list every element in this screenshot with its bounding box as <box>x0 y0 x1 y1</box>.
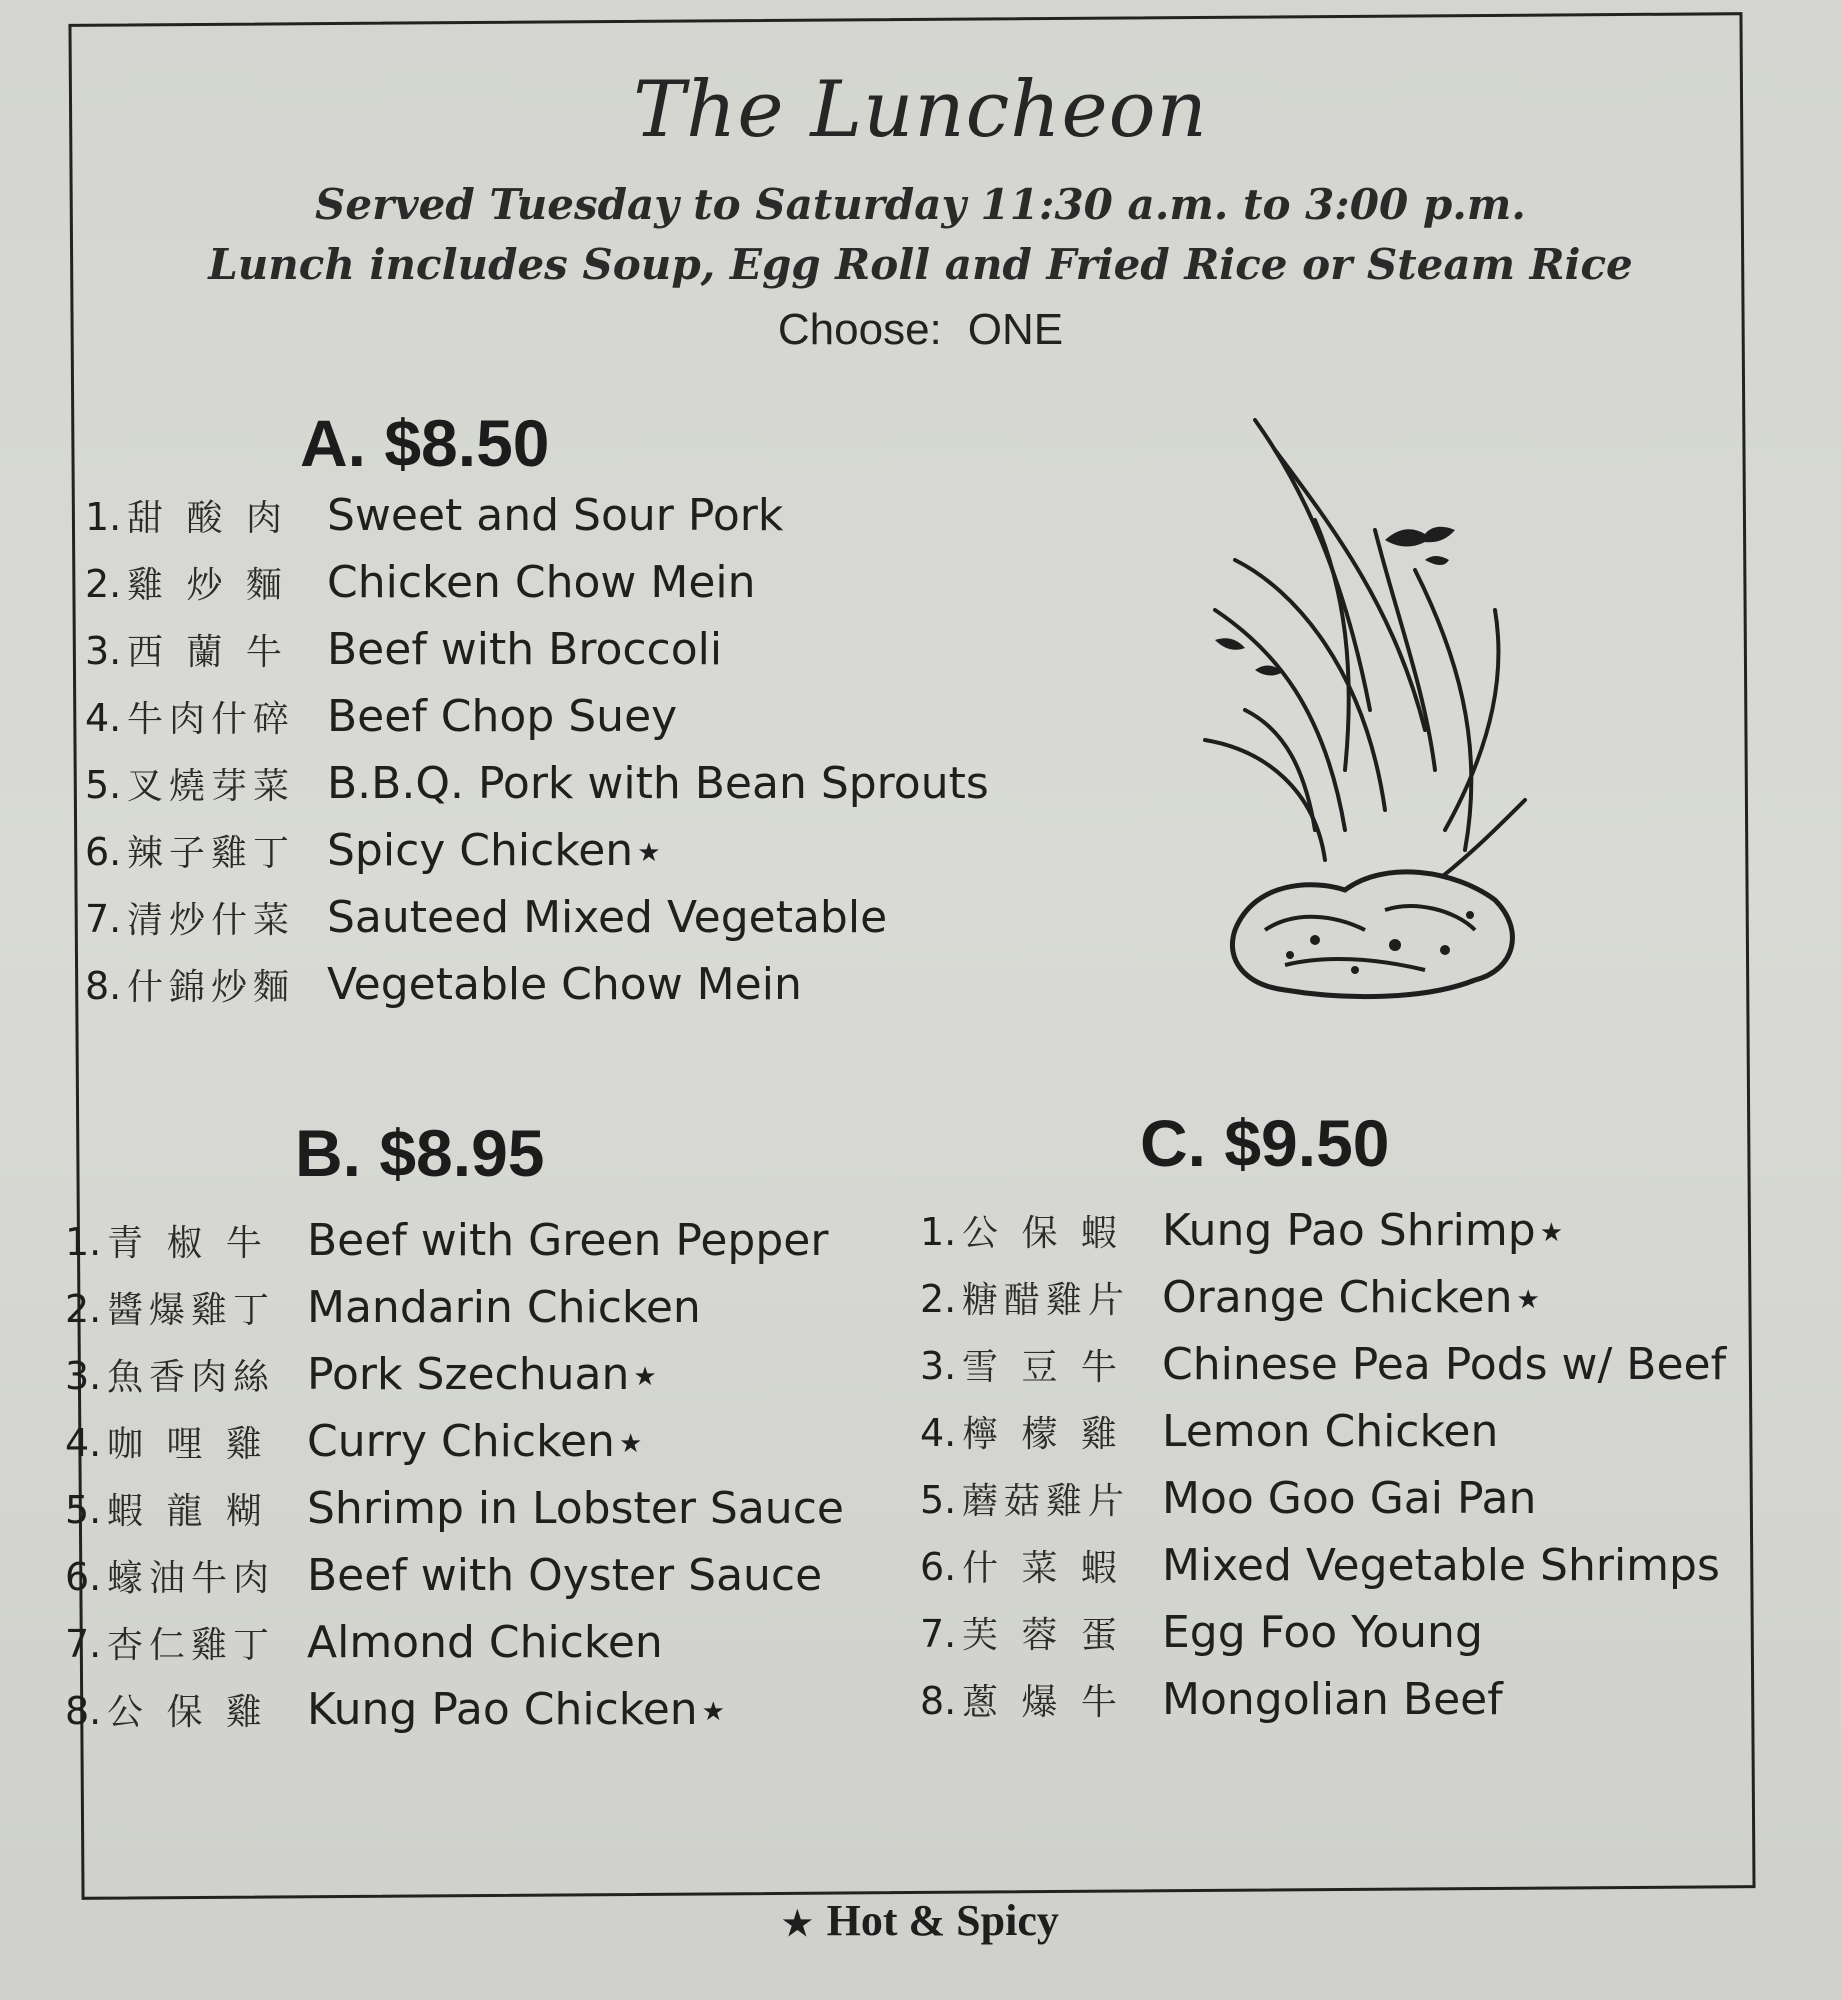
menu-item <box>920 1473 1730 1540</box>
item-chinese-name: 什 菜 蝦 <box>962 1548 1123 1589</box>
hot-spicy-star-icon: ★ <box>618 1429 643 1459</box>
item-chinese-name: 蠔油牛肉 <box>107 1558 276 1599</box>
item-chinese-name: 雞 炒 麵 <box>127 565 288 606</box>
hot-spicy-legend <box>0 1895 1841 1946</box>
item-chinese-name: 什錦炒麵 <box>127 967 296 1008</box>
item-chinese-name: 西 蘭 牛 <box>127 632 288 673</box>
menu-item <box>920 1205 1730 1272</box>
item-number: 7. <box>85 897 122 941</box>
item-english-name: Moo Goo Gai Pan <box>1162 1473 1537 1524</box>
item-chinese-name: 魚香肉絲 <box>107 1357 276 1398</box>
item-number: 8. <box>65 1689 102 1733</box>
item-number: 1. <box>85 495 122 539</box>
menu-item <box>85 624 993 691</box>
choose-line <box>0 305 1841 355</box>
menu-item <box>85 892 993 959</box>
section-a-heading: A. $8.50 <box>300 406 550 480</box>
item-chinese-name: 辣子雞丁 <box>127 833 296 874</box>
item-number: 4. <box>65 1421 102 1465</box>
item-number: 3. <box>85 629 122 673</box>
item-number: 6. <box>65 1555 102 1599</box>
item-number: 6. <box>85 830 122 874</box>
hot-spicy-star-icon: ★ <box>1516 1285 1540 1315</box>
item-english-name: Vegetable Chow Mein <box>327 959 802 1010</box>
menu-item <box>85 825 993 892</box>
menu-item <box>65 1215 848 1282</box>
menu-item <box>65 1416 848 1483</box>
item-number: 5. <box>65 1488 102 1532</box>
item-english-name: Pork Szechuan <box>307 1349 630 1400</box>
choose-label: Choose: <box>777 305 942 354</box>
item-english-name: Almond Chicken <box>307 1617 663 1668</box>
menu-title: The Luncheon <box>633 65 1208 155</box>
item-number: 5. <box>920 1478 957 1522</box>
item-chinese-name: 公 保 雞 <box>107 1692 268 1733</box>
menu-item <box>920 1607 1730 1674</box>
section-c-heading: C. $9.50 <box>1140 1106 1390 1180</box>
item-chinese-name: 糖醋雞片 <box>962 1280 1131 1321</box>
menu-item <box>920 1540 1730 1607</box>
item-number: 8. <box>920 1679 957 1723</box>
menu-item <box>85 691 993 758</box>
item-chinese-name: 清炒什菜 <box>127 900 296 941</box>
section-c-list <box>920 1205 1730 1741</box>
section-b-list <box>65 1215 848 1751</box>
hot-spicy-label: Hot & Spicy <box>826 1896 1059 1945</box>
menu-item <box>920 1339 1730 1406</box>
item-number: 2. <box>85 562 122 606</box>
item-chinese-name: 甜 酸 肉 <box>127 498 288 539</box>
item-english-name: Sweet and Sour Pork <box>327 490 784 541</box>
item-chinese-name: 公 保 蝦 <box>962 1213 1123 1254</box>
item-chinese-name: 杏仁雞丁 <box>107 1625 276 1666</box>
item-chinese-name: 咖 哩 雞 <box>107 1424 268 1465</box>
hot-spicy-star-icon: ★ <box>637 838 661 868</box>
item-chinese-name: 檸 檬 雞 <box>962 1414 1123 1455</box>
menu-item <box>85 557 993 624</box>
item-chinese-name: 蘑菇雞片 <box>962 1481 1131 1522</box>
item-english-name: Shrimp in Lobster Sauce <box>307 1483 844 1534</box>
item-number: 8. <box>85 964 122 1008</box>
item-english-name: B.B.Q. Pork with Bean Sprouts <box>327 758 989 809</box>
item-chinese-name: 芙 蓉 蛋 <box>962 1615 1123 1656</box>
menu-item <box>65 1684 848 1751</box>
item-chinese-name: 蔥 爆 牛 <box>962 1682 1123 1723</box>
item-english-name: Spicy Chicken <box>327 825 634 876</box>
item-english-name: Kung Pao Shrimp <box>1162 1205 1536 1256</box>
item-number: 1. <box>920 1210 957 1254</box>
menu-item <box>65 1550 848 1617</box>
hot-spicy-star-icon: ★ <box>701 1697 725 1727</box>
item-number: 2. <box>920 1277 957 1321</box>
item-english-name: Sauteed Mixed Vegetable <box>327 892 888 943</box>
menu-item <box>65 1349 848 1416</box>
lunch-includes: Lunch includes Soup, Egg Roll and Fried Rice or Steam Rice <box>208 240 1633 289</box>
item-english-name: Chinese Pea Pods w/ Beef <box>1162 1339 1727 1390</box>
item-number: 4. <box>85 696 122 740</box>
service-hours: Served Tuesday to Saturday 11:30 a.m. to 3:00 p.m. <box>315 180 1526 229</box>
menu-item <box>65 1617 848 1684</box>
menu-item <box>65 1282 848 1349</box>
hot-spicy-star-icon: ★ <box>1539 1218 1564 1248</box>
section-b-heading: B. $8.95 <box>295 1116 545 1190</box>
hot-spicy-star-icon: ★ <box>633 1362 657 1392</box>
section-a-list <box>85 490 993 1026</box>
star-icon: ★ <box>782 1906 813 1943</box>
menu-item <box>85 490 993 557</box>
item-english-name: Egg Foo Young <box>1162 1607 1483 1658</box>
item-number: 7. <box>920 1612 957 1656</box>
choose-value: ONE <box>967 305 1064 354</box>
item-english-name: Lemon Chicken <box>1162 1406 1499 1457</box>
item-chinese-name: 牛肉什碎 <box>127 699 296 740</box>
item-chinese-name: 雪 豆 牛 <box>962 1347 1123 1388</box>
item-english-name: Orange Chicken <box>1162 1272 1513 1323</box>
menu-item <box>920 1674 1730 1741</box>
item-english-name: Chicken Chow Mein <box>327 557 756 608</box>
item-chinese-name: 蝦 龍 糊 <box>107 1491 268 1532</box>
item-english-name: Mongolian Beef <box>1162 1674 1503 1725</box>
item-chinese-name: 青 椒 牛 <box>107 1223 268 1264</box>
item-english-name: Beef with Oyster Sauce <box>307 1550 823 1601</box>
menu-item <box>920 1272 1730 1339</box>
item-english-name: Beef with Broccoli <box>327 624 723 675</box>
orchid-illustration-icon <box>1195 410 1555 1030</box>
item-number: 3. <box>920 1344 957 1388</box>
item-number: 4. <box>920 1411 957 1455</box>
item-chinese-name: 醬爆雞丁 <box>107 1290 276 1331</box>
item-english-name: Mandarin Chicken <box>307 1282 701 1333</box>
item-number: 7. <box>65 1622 102 1666</box>
item-number: 6. <box>920 1545 957 1589</box>
menu-item <box>85 959 993 1026</box>
menu-item <box>85 758 993 825</box>
item-english-name: Beef with Green Pepper <box>307 1215 829 1266</box>
menu-item <box>920 1406 1730 1473</box>
item-english-name: Curry Chicken <box>307 1416 615 1467</box>
item-number: 2. <box>65 1287 102 1331</box>
menu-item <box>65 1483 848 1550</box>
item-number: 3. <box>65 1354 102 1398</box>
item-english-name: Kung Pao Chicken <box>307 1684 698 1735</box>
item-chinese-name: 叉燒芽菜 <box>127 766 296 807</box>
item-number: 1. <box>65 1220 102 1264</box>
item-number: 5. <box>85 763 122 807</box>
item-english-name: Mixed Vegetable Shrimps <box>1162 1540 1720 1591</box>
item-english-name: Beef Chop Suey <box>327 691 678 742</box>
